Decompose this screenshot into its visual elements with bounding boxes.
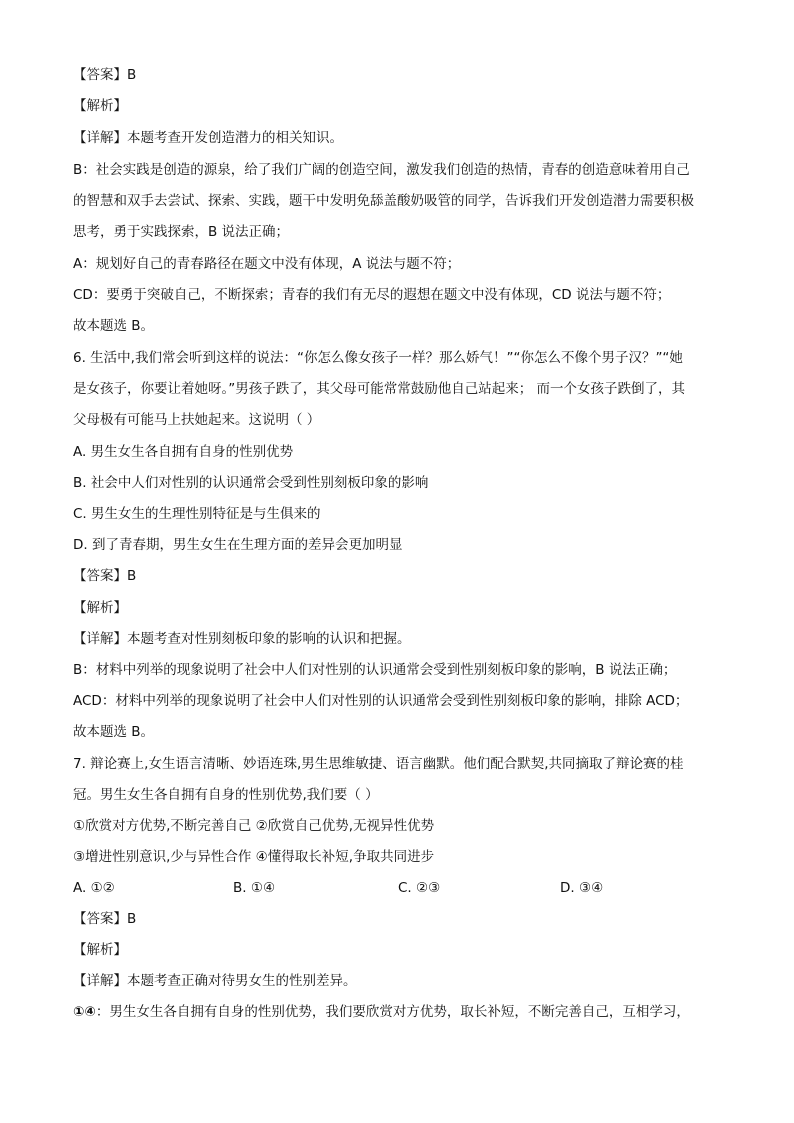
q7-body-line-1 <box>73 1002 690 1022</box>
q7-statements-line-2: ③增进性别意识,少与异性合作 ④懂得取长补短,争取共同进步 <box>73 849 435 865</box>
q7-choice-a: A. ①② <box>73 880 115 896</box>
q7-choice-b: B. ①④ <box>233 880 276 896</box>
q5-body-line-4: A：规划好自己的青春路径在题文中没有体现，A 说法与题不符； <box>73 256 461 272</box>
q5-body-line-2: 的智慧和双手去尝试、探索、实践，题干中发明免舔盖酸奶吸管的同学，告诉我们开发创造潜力需要积极 <box>73 193 694 209</box>
q7-analysis-label: 【解析】 <box>73 942 127 958</box>
q6-analysis-label: 【解析】 <box>73 600 127 616</box>
q6-stem-line-3: 父母极有可能马上扶她起来。这说明（ ） <box>73 412 321 428</box>
q6-option-d: D. 到了青春期，男生女生在生理方面的差异会更加明显 <box>73 537 403 553</box>
q6-option-a: A. 男生女生各自拥有自身的性别优势 <box>73 444 294 460</box>
q6-detail: 【详解】本题考查对性别刻板印象的影响的认识和把握。 <box>73 631 411 647</box>
q6-body-line-1: B：材料中列举的现象说明了社会中人们对性别的认识通常会受到性别刻板印象的影响，B 说法正确； <box>73 662 677 678</box>
q6-option-b: B. 社会中人们对性别的认识通常会受到性别刻板印象的影响 <box>73 475 429 491</box>
q7-choice-d: D. ③④ <box>560 880 604 896</box>
q6-stem-line-1: 6. 生活中,我们常会听到这样的说法：“你怎么像女孩子一样？那么娇气！”“你怎么不像个男子汉？”“她 <box>73 350 683 366</box>
q5-answer: 【答案】B <box>73 67 137 83</box>
q7-body-text: ：男生女生各自拥有自身的性别优势，我们要欣赏对方优势，取长补短，不断完善自己，互相学习， <box>95 1004 690 1020</box>
q5-detail: 【详解】本题考查开发创造潜力的相关知识。 <box>73 130 343 146</box>
q5-body-line-5: CD：要勇于突破自己，不断探索；青春的我们有无尽的遐想在题文中没有体现，CD 说法与题不符； <box>73 287 671 303</box>
q6-body-line-3: 故本题选 B。 <box>73 724 155 740</box>
q7-detail: 【详解】本题考查正确对待男女生的性别差异。 <box>73 973 357 989</box>
q5-analysis-label: 【解析】 <box>73 98 127 114</box>
q6-body-line-2: ACD：材料中列举的现象说明了社会中人们对性别的认识通常会受到性别刻板印象的影响，排除 ACD； <box>73 693 689 709</box>
q5-body-line-6: 故本题选 B。 <box>73 318 155 334</box>
q7-stem-line-2: 冠。男生女生各自拥有自身的性别优势,我们要（ ） <box>73 787 379 803</box>
q7-stem-line-1: 7. 辩论赛上,女生语言清晰、妙语连珠,男生思维敏捷、语言幽默。他们配合默契,共同摘取了辩论赛的桂 <box>73 756 684 772</box>
q7-choice-c: C. ②③ <box>398 880 441 896</box>
q6-option-c: C. 男生女生的生理性别特征是与生俱来的 <box>73 506 321 522</box>
q7-body-prefix: ①④ <box>73 1004 96 1020</box>
q5-body-line-1: B：社会实践是创造的源泉，给了我们广阔的创造空间，激发我们创造的热情，青春的创造意味着用自己 <box>73 162 690 178</box>
q5-body-line-3: 思考，勇于实践探索，B 说法正确； <box>73 224 290 240</box>
q6-answer: 【答案】B <box>73 568 137 584</box>
q7-statements-line-1: ①欣赏对方优势,不断完善自己 ②欣赏自己优势,无视异性优势 <box>73 818 435 834</box>
q6-stem-line-2: 是女孩子，你要让着她呀。”男孩子跌了，其父母可能常常鼓励他自己站起来； 而一个女孩子跌倒了，其 <box>73 381 686 397</box>
q7-answer: 【答案】B <box>73 911 137 927</box>
